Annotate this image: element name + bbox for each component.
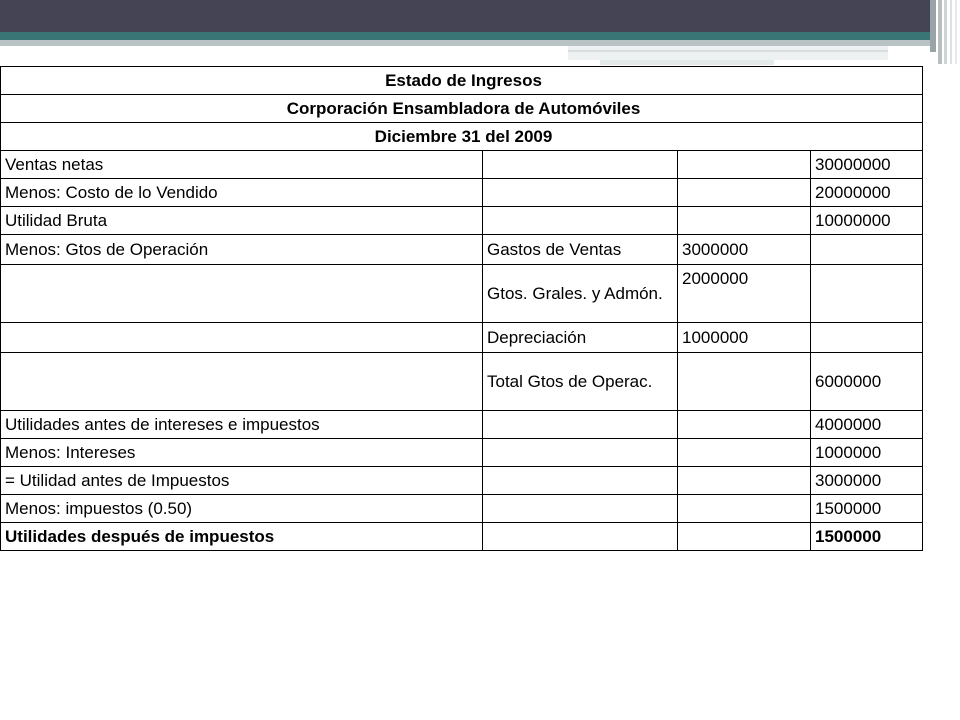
slide-header-light-band-2 <box>600 60 774 65</box>
row-label: Utilidad Bruta <box>1 207 483 235</box>
table-row <box>1 495 923 523</box>
table-row <box>1 235 923 265</box>
row-sub-value: 2000000 <box>678 265 811 323</box>
row-label <box>1 353 483 411</box>
table-row <box>1 411 923 439</box>
slide-header-accent-stripe <box>0 32 930 40</box>
row-total <box>811 323 923 353</box>
row-total: 4000000 <box>811 411 923 439</box>
row-sub-label <box>483 467 678 495</box>
row-total: 1500000 <box>811 523 923 551</box>
row-label: Ventas netas <box>1 151 483 179</box>
table-header-row <box>1 123 923 151</box>
row-sub-value <box>678 151 811 179</box>
table-row <box>1 523 923 551</box>
row-sub-label <box>483 151 678 179</box>
row-sub-value <box>678 467 811 495</box>
company-name: Corporación Ensambladora de Automóviles <box>1 95 923 123</box>
row-sub-label <box>483 523 678 551</box>
row-sub-value <box>678 207 811 235</box>
row-sub-value: 1000000 <box>678 323 811 353</box>
slide-header-light-band <box>568 46 888 60</box>
row-label: Menos: impuestos (0.50) <box>1 495 483 523</box>
row-sub-label <box>483 179 678 207</box>
table-header-row <box>1 95 923 123</box>
table-row <box>1 179 923 207</box>
row-sub-value <box>678 411 811 439</box>
row-label: Menos: Intereses <box>1 439 483 467</box>
row-label: Menos: Costo de lo Vendido <box>1 179 483 207</box>
slide-corner-bar <box>950 0 952 64</box>
row-sub-label: Depreciación <box>483 323 678 353</box>
row-label: Utilidades antes de intereses e impuestos <box>1 411 483 439</box>
row-sub-label: Gastos de Ventas <box>483 235 678 265</box>
row-total: 6000000 <box>811 353 923 411</box>
table-row <box>1 207 923 235</box>
statement-date: Diciembre 31 del 2009 <box>1 123 923 151</box>
row-label: Utilidades después de impuestos <box>1 523 483 551</box>
row-total: 3000000 <box>811 467 923 495</box>
row-label <box>1 323 483 353</box>
table-row <box>1 265 923 323</box>
row-total: 20000000 <box>811 179 923 207</box>
row-sub-label: Total Gtos de Operac. <box>483 353 678 411</box>
row-sub-value <box>678 353 811 411</box>
row-sub-label <box>483 439 678 467</box>
row-sub-value <box>678 523 811 551</box>
statement-title: Estado de Ingresos <box>1 67 923 95</box>
table-header-row <box>1 67 923 95</box>
row-label: = Utilidad antes de Impuestos <box>1 467 483 495</box>
row-sub-value: 3000000 <box>678 235 811 265</box>
row-sub-value <box>678 495 811 523</box>
table-row <box>1 467 923 495</box>
row-total: 1500000 <box>811 495 923 523</box>
row-sub-label <box>483 411 678 439</box>
row-sub-label: Gtos. Grales. y Admón. <box>483 265 678 323</box>
slide-header-line <box>568 50 888 52</box>
slide-corner-bar <box>955 0 957 64</box>
table-row <box>1 353 923 411</box>
table-row <box>1 439 923 467</box>
row-sub-label <box>483 495 678 523</box>
row-total: 30000000 <box>811 151 923 179</box>
income-statement-table <box>0 66 923 551</box>
row-sub-value <box>678 439 811 467</box>
slide-corner-bar <box>930 0 936 52</box>
row-total <box>811 265 923 323</box>
row-label: Menos: Gtos de Operación <box>1 235 483 265</box>
table-row <box>1 323 923 353</box>
row-sub-label <box>483 207 678 235</box>
slide-corner-bar <box>938 0 942 64</box>
row-total <box>811 235 923 265</box>
table-row <box>1 151 923 179</box>
row-total: 10000000 <box>811 207 923 235</box>
row-label <box>1 265 483 323</box>
slide-corner-bar <box>944 0 947 64</box>
row-sub-value <box>678 179 811 207</box>
slide-header-bar <box>0 0 930 32</box>
row-total: 1000000 <box>811 439 923 467</box>
